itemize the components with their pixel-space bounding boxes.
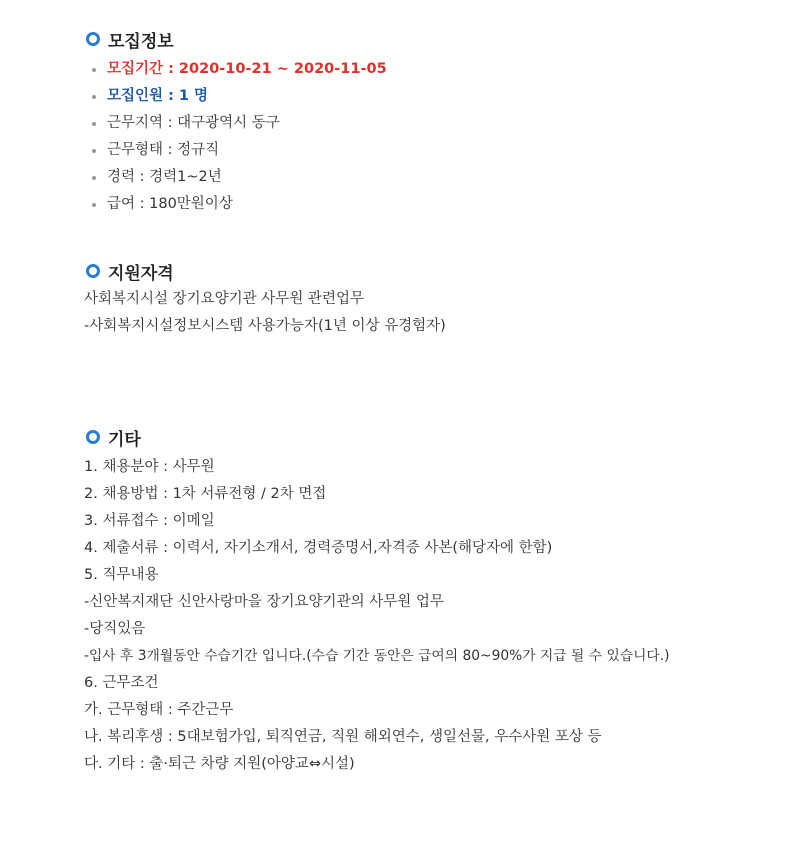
text-line: 나. 복리후생 : 5대보험가입, 퇴직연금, 직원 해외연수, 생일선물, 우수사원 포상 등: [84, 729, 602, 745]
text-line: 3. 서류접수 : 이메일: [84, 513, 215, 529]
text-line: -입사 후 3개월동안 수습기간 입니다.(수습 기간 동안은 급여의 80~90%가 지급 될 수 있습니다.): [84, 648, 670, 664]
recruit-heading: [84, 26, 387, 52]
dot-bullet-icon: [92, 68, 96, 72]
text-line: 5. 직무내용: [84, 567, 159, 583]
list-item: [84, 164, 387, 191]
text-line: 6. 근무조건: [84, 675, 159, 691]
list-item: [84, 56, 387, 83]
work-location: 근무지역 : 대구광역시 동구: [107, 115, 280, 131]
dot-bullet-icon: [92, 95, 96, 99]
recruit-period: 모집기간 : 2020-10-21 ~ 2020-11-05: [107, 61, 387, 77]
recruit-headcount: 모집인원 : 1 명: [107, 88, 209, 104]
text-line: -당직있음: [84, 621, 146, 637]
text-line: 사회복지시설 장기요양기관 사무원 관련업무: [84, 291, 364, 307]
employment-type: 근무형태 : 정규직: [107, 142, 220, 158]
text-line: 2. 채용방법 : 1차 서류전형 / 2차 면접: [84, 486, 327, 502]
list-item: [84, 137, 387, 164]
list-item: [84, 83, 387, 110]
recruit-list: [84, 56, 387, 218]
list-item: [84, 191, 387, 218]
recruit-section: [84, 26, 387, 218]
etc-section: [84, 424, 670, 778]
dot-bullet-icon: [92, 203, 96, 207]
text-line: 1. 채용분야 : 사무원: [84, 459, 215, 475]
dot-bullet-icon: [92, 122, 96, 126]
dot-bullet-icon: [92, 176, 96, 180]
qualification-title: 지원자격: [108, 263, 174, 284]
list-item: [84, 110, 387, 137]
qualification-section: [84, 258, 446, 340]
dot-bullet-icon: [92, 149, 96, 153]
recruit-title: 모집정보: [108, 31, 174, 52]
text-line: -신안복지재단 신안사랑마을 장기요양기관의 사무원 업무: [84, 594, 444, 610]
circle-bullet-icon: [86, 32, 100, 46]
circle-bullet-icon: [86, 430, 100, 444]
etc-heading: [84, 424, 670, 450]
salary: 급여 : 180만원이상: [107, 196, 233, 212]
qualification-heading: [84, 258, 446, 284]
etc-title: 기타: [108, 429, 141, 450]
circle-bullet-icon: [86, 264, 100, 278]
text-line: 4. 제출서류 : 이력서, 자기소개서, 경력증명서,자격증 사본(해당자에 한함): [84, 540, 553, 556]
etc-text: [84, 454, 670, 778]
qualification-text: [84, 286, 446, 340]
text-line: 가. 근무형태 : 주간근무: [84, 702, 234, 718]
career: 경력 : 경력1~2년: [107, 169, 222, 185]
text-line: 다. 기타 : 출·퇴근 차량 지원(아양교⇔시설): [84, 756, 355, 772]
text-line: -사회복지시설정보시스템 사용가능자(1년 이상 유경험자): [84, 318, 446, 334]
